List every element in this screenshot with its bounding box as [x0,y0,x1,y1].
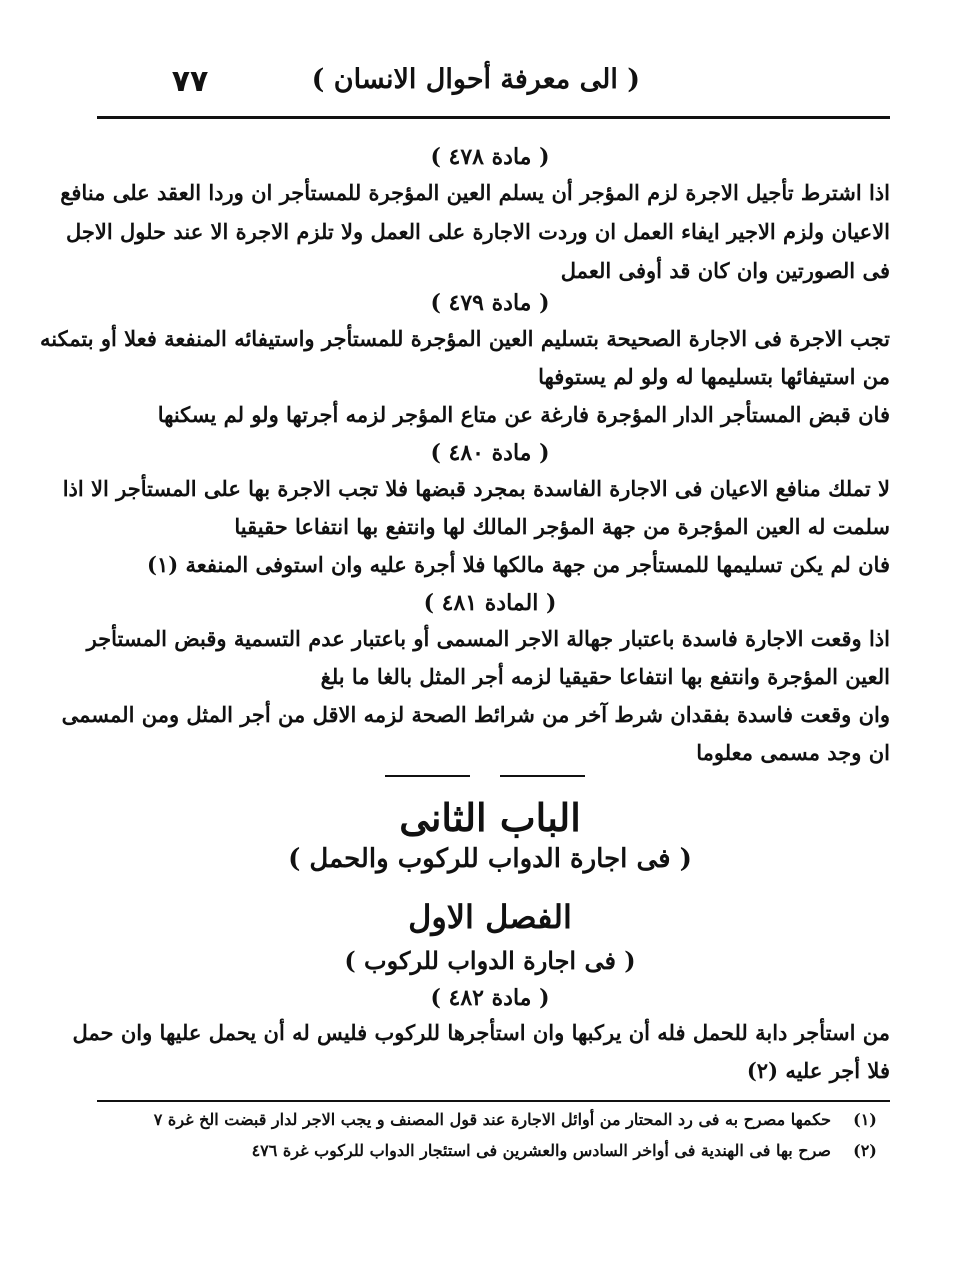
article-479-line-1: تجب الاجرة فى الاجارة الصحيحة بتسليم العين المؤجرة للمستأجر واستيفائه المنفعة فعلا أو بتمكنه [40,326,890,351]
chapter-subtitle: ( فى اجارة الدواب للركوب ) [344,946,636,975]
footnote-1 [95,1110,885,1129]
article-482-heading: ( مادة ٤٨٢ ) [430,985,550,1011]
article-478-line-2: الاعيان ولزم الاجير ايفاء العمل ان وردت الاجارة على العمل ولا تلزم الاجرة الا عند حلول الاجل [65,219,890,244]
footnote-1-number: (١) [853,1110,877,1129]
article-478-line-3: فى الصورتين وان كان قد أوفى العمل [560,258,890,283]
section-divider-left [385,775,470,777]
article-480-line-2: سلمت له العين المؤجرة من جهة المؤجر المالك لها وانتفع بها انتفاعا حقيقيا [234,514,890,539]
chapter-title: الفصل الاول [408,898,572,936]
header-divider [97,116,890,119]
article-478-heading: ( مادة ٤٧٨ ) [430,144,550,170]
running-header-title: ( الى معرفة أحوال الانسان ) [311,64,640,95]
footnote-divider [97,1100,890,1102]
article-481-line-4: ان وجد مسمى معلوما [696,740,890,765]
article-479-line-2: من استيفائها بتسليمها له ولو لم يستوفها [538,364,890,389]
article-478-line-1: اذا اشترط تأجيل الاجرة لزم المؤجر أن يسلم العين المؤجرة للمستأجر ان وردا العقد على منافع [60,180,890,205]
article-481-heading: ( المادة ٤٨١ ) [423,590,557,616]
article-481-line-3: وان وقعت فاسدة بفقدان شرط آخر من شرائط الصحة لزمه الاقل من أجر المثل ومن المسمى [61,702,890,727]
article-482-line-1: من استأجر دابة للحمل فله أن يركبها وان استأجرها للركوب فليس له أن يحمل عليها وان حمل [72,1020,890,1045]
article-482-line-2: فلا أجر عليه (٢) [746,1058,890,1083]
article-479-heading: ( مادة ٤٧٩ ) [430,290,550,316]
part-subtitle: ( فى اجارة الدواب للركوب والحمل ) [288,844,692,874]
article-480-line-3: فان لم يكن تسليمها للمستأجر من جهة مالكها فلا أجرة عليه وان استوفى المنفعة (١) [147,552,890,577]
article-481-line-1: اذا وقعت الاجارة فاسدة باعتبار جهالة الاجر المسمى أو باعتبار عدم التسمية وقبض المستأجر [86,626,890,651]
section-divider-right [500,775,585,777]
footnote-2 [95,1141,885,1160]
article-481-line-2: العين المؤجرة وانتفع بها انتفاعا حقيقيا لزمه أجر المثل بالغا ما بلغ [320,664,890,689]
page-number: ٧٧ [171,64,209,99]
article-480-heading: ( مادة ٤٨٠ ) [430,440,550,466]
article-479-line-3: فان قبض المستأجر الدار المؤجرة فارغة عن متاع المؤجر لزمه أجرتها ولو لم يسكنها [157,402,890,427]
footnote-2-number: (٢) [853,1141,877,1160]
footnote-2-text: صرح بها فى الهندية فى أواخر السادس والعشرين فى استئجار الدواب للركوب غرة ٤٧٦ [251,1141,831,1160]
footnote-1-text: حكمها مصرح به فى رد المحتار من أوائل الاجارة عند قول المصنف و يجب الاجر لدار قبضت الخ غرة ٧ [153,1110,831,1129]
part-title: الباب الثانى [399,795,581,840]
article-480-line-1: لا تملك منافع الاعيان فى الاجارة الفاسدة بمجرد قبضها فلا تجب الاجرة بها على المستأجر الا اذا [62,476,890,501]
